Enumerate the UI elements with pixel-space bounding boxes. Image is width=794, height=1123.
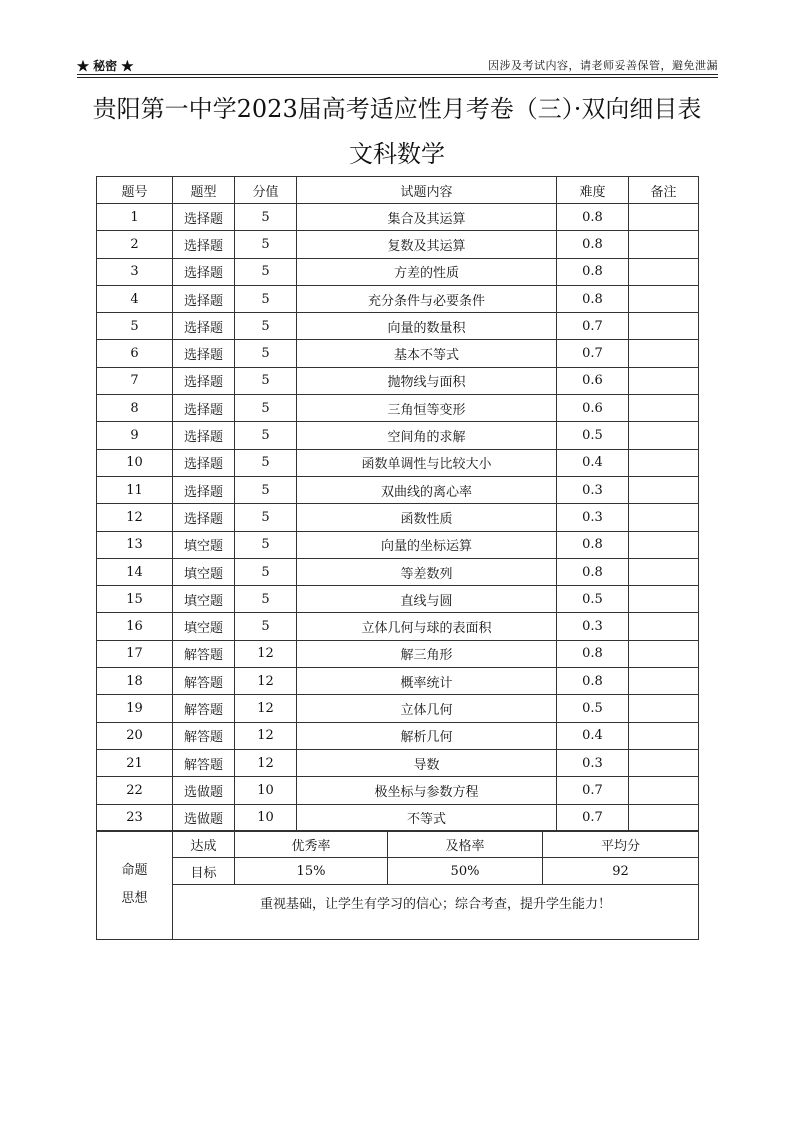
col-header-difficulty: 难度 [557, 177, 629, 204]
cell-note [629, 668, 699, 695]
cell-note [629, 586, 699, 613]
cell-score: 5 [235, 504, 297, 531]
table-row [97, 804, 699, 831]
cell-score: 5 [235, 449, 297, 476]
cell-content: 三角恒等变形 [297, 395, 557, 422]
cell-score: 5 [235, 531, 297, 558]
cell-difficulty: 0.7 [557, 313, 629, 340]
metric-value-excellent: 15% [235, 858, 388, 885]
table-row [97, 613, 699, 640]
cell-no: 16 [97, 613, 173, 640]
col-header-type: 题型 [173, 177, 235, 204]
table-row [97, 231, 699, 258]
table-row [97, 449, 699, 476]
cell-note [629, 613, 699, 640]
cell-score: 12 [235, 695, 297, 722]
cell-type: 选做题 [173, 804, 235, 831]
cell-type: 选择题 [173, 504, 235, 531]
cell-no: 19 [97, 695, 173, 722]
cell-difficulty: 0.3 [557, 504, 629, 531]
cell-note [629, 367, 699, 394]
cell-content: 导数 [297, 749, 557, 776]
cell-type: 选择题 [173, 285, 235, 312]
cell-no: 11 [97, 476, 173, 503]
proposition-label [97, 831, 173, 940]
cell-content: 立体几何与球的表面积 [297, 613, 557, 640]
cell-content: 向量的数量积 [297, 313, 557, 340]
cell-type: 选择题 [173, 231, 235, 258]
table-row [97, 367, 699, 394]
cell-score: 5 [235, 613, 297, 640]
summary-table [96, 830, 699, 940]
cell-score: 12 [235, 668, 297, 695]
cell-difficulty: 0.3 [557, 613, 629, 640]
cell-content: 等差数列 [297, 558, 557, 585]
cell-content: 函数性质 [297, 504, 557, 531]
cell-type: 解答题 [173, 722, 235, 749]
cell-note [629, 422, 699, 449]
cell-no: 14 [97, 558, 173, 585]
achieve-label-bottom: 目标 [173, 858, 235, 885]
cell-note [629, 449, 699, 476]
cell-no: 8 [97, 395, 173, 422]
cell-no: 9 [97, 422, 173, 449]
table-row [97, 204, 699, 231]
cell-content: 充分条件与必要条件 [297, 285, 557, 312]
cell-content: 立体几何 [297, 695, 557, 722]
cell-no: 2 [97, 231, 173, 258]
cell-content: 函数单调性与比较大小 [297, 449, 557, 476]
cell-note [629, 313, 699, 340]
cell-content: 直线与圆 [297, 586, 557, 613]
cell-content: 基本不等式 [297, 340, 557, 367]
cell-score: 10 [235, 777, 297, 804]
cell-score: 5 [235, 422, 297, 449]
cell-score: 5 [235, 340, 297, 367]
metric-header-pass: 及格率 [388, 831, 543, 858]
cell-type: 解答题 [173, 668, 235, 695]
col-header-note: 备注 [629, 177, 699, 204]
cell-note [629, 640, 699, 667]
cell-type: 选择题 [173, 367, 235, 394]
confidential-mark: ★ 秘密 ★ [77, 59, 134, 73]
page-subtitle: 文科数学 [349, 140, 445, 168]
cell-note [629, 558, 699, 585]
cell-no: 21 [97, 749, 173, 776]
table-row [97, 504, 699, 531]
cell-content: 向量的坐标运算 [297, 531, 557, 558]
cell-score: 5 [235, 558, 297, 585]
page-title: 贵阳第一中学2023届高考适应性月考卷（三）·双向细目表 [92, 95, 702, 123]
cell-no: 7 [97, 367, 173, 394]
cell-note [629, 395, 699, 422]
cell-score: 5 [235, 231, 297, 258]
cell-note [629, 504, 699, 531]
cell-type: 填空题 [173, 531, 235, 558]
page-header [77, 57, 718, 73]
cell-note [629, 476, 699, 503]
cell-no: 23 [97, 804, 173, 831]
cell-no: 4 [97, 285, 173, 312]
cell-no: 12 [97, 504, 173, 531]
table-row [97, 313, 699, 340]
cell-content: 概率统计 [297, 668, 557, 695]
metric-header-excellent: 优秀率 [235, 831, 388, 858]
table-row [97, 777, 699, 804]
cell-score: 5 [235, 586, 297, 613]
cell-no: 13 [97, 531, 173, 558]
cell-type: 填空题 [173, 558, 235, 585]
cell-score: 5 [235, 395, 297, 422]
table-body [97, 204, 699, 832]
cell-no: 22 [97, 777, 173, 804]
cell-score: 12 [235, 749, 297, 776]
table-row [97, 640, 699, 667]
cell-score: 12 [235, 722, 297, 749]
cell-difficulty: 0.7 [557, 340, 629, 367]
cell-content: 复数及其运算 [297, 231, 557, 258]
cell-no: 10 [97, 449, 173, 476]
header-rule-thin [77, 77, 718, 78]
cell-content: 方差的性质 [297, 258, 557, 285]
cell-note [629, 340, 699, 367]
table-row [97, 531, 699, 558]
cell-type: 选做题 [173, 777, 235, 804]
cell-difficulty: 0.8 [557, 558, 629, 585]
cell-difficulty: 0.8 [557, 258, 629, 285]
cell-note [629, 204, 699, 231]
cell-difficulty: 0.8 [557, 285, 629, 312]
cell-no: 17 [97, 640, 173, 667]
cell-note [629, 531, 699, 558]
metric-header-average: 平均分 [543, 831, 699, 858]
cell-no: 20 [97, 722, 173, 749]
cell-content: 抛物线与面积 [297, 367, 557, 394]
cell-content: 空间角的求解 [297, 422, 557, 449]
cell-difficulty: 0.7 [557, 804, 629, 831]
header-rule-thick [77, 74, 718, 75]
metric-value-average: 92 [543, 858, 699, 885]
cell-score: 12 [235, 640, 297, 667]
cell-content: 极坐标与参数方程 [297, 777, 557, 804]
cell-note [629, 749, 699, 776]
cell-score: 10 [235, 804, 297, 831]
cell-type: 选择题 [173, 476, 235, 503]
cell-content: 集合及其运算 [297, 204, 557, 231]
cell-type: 选择题 [173, 313, 235, 340]
proposition-label-top: 命题 [121, 863, 148, 878]
cell-score: 5 [235, 313, 297, 340]
cell-score: 5 [235, 367, 297, 394]
cell-difficulty: 0.8 [557, 204, 629, 231]
cell-type: 选择题 [173, 258, 235, 285]
table-row [97, 695, 699, 722]
cell-no: 15 [97, 586, 173, 613]
cell-no: 18 [97, 668, 173, 695]
table-row [97, 722, 699, 749]
metric-value-pass: 50% [388, 858, 543, 885]
proposition-label-bottom: 思想 [121, 891, 148, 906]
cell-type: 解答题 [173, 749, 235, 776]
cell-note [629, 695, 699, 722]
cell-difficulty: 0.8 [557, 231, 629, 258]
cell-difficulty: 0.5 [557, 695, 629, 722]
cell-content: 不等式 [297, 804, 557, 831]
table-row [97, 258, 699, 285]
cell-type: 选择题 [173, 340, 235, 367]
col-header-score: 分值 [235, 177, 297, 204]
col-header-no: 题号 [97, 177, 173, 204]
cell-note [629, 777, 699, 804]
cell-score: 5 [235, 285, 297, 312]
cell-difficulty: 0.8 [557, 668, 629, 695]
cell-difficulty: 0.4 [557, 449, 629, 476]
cell-difficulty: 0.6 [557, 395, 629, 422]
cell-difficulty: 0.8 [557, 640, 629, 667]
cell-note [629, 804, 699, 831]
cell-score: 5 [235, 204, 297, 231]
table-row [97, 749, 699, 776]
cell-type: 填空题 [173, 613, 235, 640]
cell-no: 3 [97, 258, 173, 285]
table-row [97, 285, 699, 312]
cell-type: 选择题 [173, 422, 235, 449]
cell-type: 解答题 [173, 695, 235, 722]
cell-difficulty: 0.4 [557, 722, 629, 749]
cell-score: 5 [235, 476, 297, 503]
proposition-thought: 重视基础，让学生有学习的信心；综合考查，提升学生能力！ [173, 885, 699, 940]
cell-note [629, 285, 699, 312]
cell-difficulty: 0.6 [557, 367, 629, 394]
table-row [97, 422, 699, 449]
cell-content: 双曲线的离心率 [297, 476, 557, 503]
cell-note [629, 722, 699, 749]
achieve-label-top: 达成 [173, 831, 235, 858]
cell-difficulty: 0.5 [557, 422, 629, 449]
cell-type: 选择题 [173, 449, 235, 476]
spec-table [96, 176, 699, 832]
cell-score: 5 [235, 258, 297, 285]
cell-difficulty: 0.8 [557, 531, 629, 558]
cell-type: 选择题 [173, 395, 235, 422]
cell-content: 解析几何 [297, 722, 557, 749]
table-row [97, 476, 699, 503]
confidential-notice: 因涉及考试内容，请老师妥善保管，避免泄漏 [488, 59, 718, 72]
cell-note [629, 258, 699, 285]
table-row [97, 586, 699, 613]
cell-content: 解三角形 [297, 640, 557, 667]
cell-difficulty: 0.5 [557, 586, 629, 613]
cell-no: 1 [97, 204, 173, 231]
cell-difficulty: 0.3 [557, 749, 629, 776]
table-header-row [97, 177, 699, 204]
cell-no: 6 [97, 340, 173, 367]
table-row [97, 558, 699, 585]
cell-difficulty: 0.3 [557, 476, 629, 503]
cell-note [629, 231, 699, 258]
cell-difficulty: 0.7 [557, 777, 629, 804]
table-row [97, 340, 699, 367]
col-header-content: 试题内容 [297, 177, 557, 204]
cell-type: 填空题 [173, 586, 235, 613]
cell-type: 选择题 [173, 204, 235, 231]
cell-type: 解答题 [173, 640, 235, 667]
table-row [97, 395, 699, 422]
cell-no: 5 [97, 313, 173, 340]
table-row [97, 668, 699, 695]
